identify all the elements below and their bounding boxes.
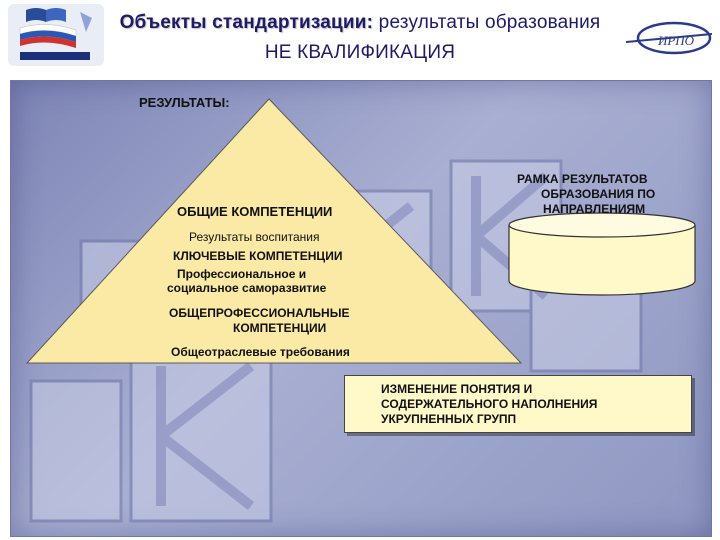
change-line-2: СОДЕРЖАТЕЛЬНОГО НАПОЛНЕНИЯ (381, 397, 598, 411)
change-line-3: УКРУПНЕННЫХ ГРУПП (381, 412, 517, 426)
cylinder-line-3: НАПРАВЛЕНИЯМ (543, 202, 646, 216)
cylinder-line-1: РАМКА РЕЗУЛЬТАТОВ (517, 172, 648, 186)
general-professional-line-2: КОМПЕТЕНЦИИ (233, 321, 327, 335)
title-part-1: Объекты стандартизации: (119, 12, 374, 33)
title-part-2: результаты образования (378, 12, 601, 33)
institute-logo (622, 18, 716, 58)
concept-change-box (344, 375, 692, 433)
key-competences-label: КЛЮЧЕВЫЕ КОМПЕТЕНЦИИ (173, 249, 343, 263)
competence-pyramid (11, 81, 711, 536)
general-competences-label: ОБЩИЕ КОМПЕТЕНЦИИ (177, 204, 333, 219)
professional-development-line-1: Профессиональное и (177, 267, 307, 281)
industry-requirements-label: Общеотраслевые требования (171, 345, 350, 359)
professional-development-line-2: социальное саморазвитие (167, 281, 327, 295)
diagram-panel (10, 80, 712, 537)
concept-change-text (381, 382, 681, 427)
slide-subtitle: НЕ КВАЛИФИКАЦИЯ (264, 42, 456, 63)
change-line-1: ИЗМЕНЕНИЕ ПОНЯТИЯ И (381, 382, 533, 396)
cylinder-line-2: ОБРАЗОВАНИЯ ПО (541, 187, 656, 201)
general-professional-line-1: ОБЩЕПРОФЕССИОНАЛЬНЫЕ (169, 306, 350, 320)
slide-title (0, 12, 720, 34)
institute-logo-text: ИРПО (657, 33, 695, 48)
upbringing-results-label: Результаты воспитания (189, 230, 320, 244)
results-label: РЕЗУЛЬТАТЫ: (139, 95, 230, 110)
results-framework-cylinder (507, 211, 699, 301)
